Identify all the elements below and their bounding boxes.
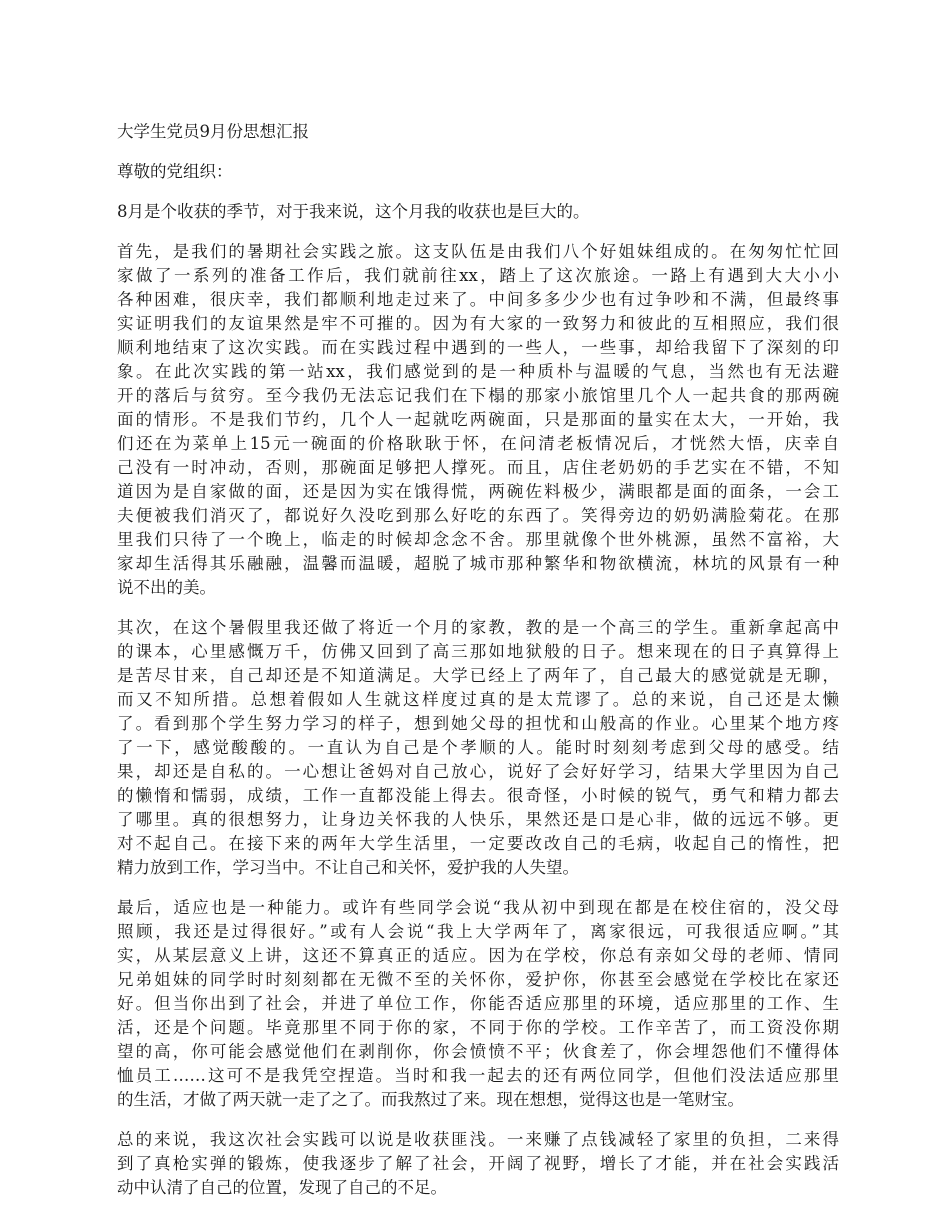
body-paragraph	[117, 1128, 839, 1200]
paragraph-line: 是苦尽甘来，自己却还是不知道满足。大学已经上了两年了，自己最大的感觉就是无聊，	[117, 666, 839, 685]
paragraph-line: 面的情形。不是我们节约，几个人一起就吃两碗面，只是那面的量实在太大，一开始，我	[117, 410, 839, 429]
paragraph-line: 的生活，才做了两天就一走了之了。而我熬过了来。现在想想，觉得这也是一笔财宝。	[117, 1090, 744, 1109]
paragraph-line: 实，从某层意义上讲，这还不算真正的适应。因为在学校，你总有亲如父母的老师、情同	[117, 946, 839, 965]
paragraph-line: 活，还是个问题。毕竟那里不同于你的家，不同于你的学校。工作辛苦了，而工资没你期	[117, 1018, 839, 1037]
body-paragraph	[117, 896, 839, 1112]
paragraph-line: 望的高，你可能会感觉他们在剥削你，你会愤愤不平；伙食差了，你会埋怨他们不懂得体	[117, 1042, 839, 1061]
paragraph-line: 了一下，感觉酸酸的。一直认为自己是个孝顺的人。能时时刻刻考虑到父母的感受。结	[117, 738, 839, 757]
paragraph-line: 们还在为菜单上15元一碗面的价格耿耿于怀，在问清老板情况后，才恍然大悟，庆幸自	[117, 434, 839, 453]
paragraph-line: 象。在此次实践的第一站xx，我们感觉到的是一种质朴与温暖的气息，当然也有无法避	[117, 362, 839, 381]
paragraph-line: 了哪里。真的很想努力，让身边关怀我的人快乐，果然还是口是心非，做的远远不够。更	[117, 810, 839, 829]
paragraph-line: 最后，适应也是一种能力。或许有些同学会说“我从初中到现在都是在校住宿的，没父母	[117, 898, 839, 917]
paragraph-line: 夫便被我们消灭了，都说好久没吃到那么好吃的东西了。笑得旁边的奶奶满脸菊花。在那	[117, 506, 839, 525]
paragraph-line: 对不起自己。在接下来的两年大学生活里，一定要改改自己的毛病，收起自己的惰性，把	[117, 834, 839, 853]
paragraph-line: 开的落后与贫穷。至今我仍无法忘记我们在下榻的那家小旅馆里几个人一起共食的那两碗	[117, 386, 839, 405]
paragraph-line: 里我们只待了一个晚上，临走的时候却念念不舍。那里就像个世外桃源，虽然不富裕，大	[117, 530, 839, 549]
paragraph-line: 己没有一时冲动，否则，那碗面足够把人撑死。而且，店住老奶奶的手艺实在不错，不知	[117, 458, 839, 477]
paragraph-line: 到了真枪实弹的锻炼，使我逐步了解了社会，开阔了视野，增长了才能，并在社会实践活	[117, 1154, 839, 1173]
paragraph-line: 总的来说，我这次社会实践可以说是收获匪浅。一来赚了点钱减轻了家里的负担，二来得	[117, 1130, 839, 1149]
paragraph-line: 动中认清了自己的位置，发现了自己的不足。	[117, 1178, 447, 1197]
document-page	[117, 120, 839, 1216]
paragraph-line: 精力放到工作，学习当中。不让自己和关怀，爱护我的人失望。	[117, 858, 579, 877]
body-paragraph	[117, 240, 839, 600]
body-paragraph	[117, 616, 839, 880]
paragraph-line: 果，却还是自私的。一心想让爸妈对自己放心，说好了会好好学习，结果大学里因为自己	[117, 762, 839, 781]
salutation: 尊敬的党组织：	[117, 162, 233, 181]
paragraph-line: 家做了一系列的准备工作后，我们就前往xx，踏上了这次旅途。一路上有遇到大大小小	[117, 266, 839, 285]
paragraph-line: 顺利地结束了这次实践。而在实践过程中遇到的一些人，一些事，却给我留下了深刻的印	[117, 338, 839, 357]
document-title: 大学生党员9月份思想汇报	[117, 122, 309, 141]
paragraph-line: 首先，是我们的暑期社会实践之旅。这支队伍是由我们八个好姐妹组成的。在匆匆忙忙回	[117, 242, 839, 261]
paragraph-line: 了。看到那个学生努力学习的样子，想到她父母的担忧和山般高的作业。心里某个地方疼	[117, 714, 839, 733]
paragraph-line: 实证明我们的友谊果然是牢不可摧的。因为有大家的一致努力和彼此的互相照应，我们很	[117, 314, 839, 333]
paragraph-line: 照顾，我还是过得很好。”或有人会说“我上大学两年了，离家很远，可我很适应啊。”其	[117, 922, 839, 941]
paragraph-line: 的课本，心里感慨万千，仿佛又回到了高三那如地狱般的日子。想来现在的日子真算得上	[117, 642, 839, 661]
paragraph-line: 其次，在这个暑假里我还做了将近一个月的家教，教的是一个高三的学生。重新拿起高中	[117, 618, 839, 637]
paragraph-line: 说不出的美。	[117, 578, 216, 597]
paragraph-line: 好。但当你出到了社会，并进了单位工作，你能否适应那里的环境，适应那里的工作、生	[117, 994, 839, 1013]
paragraph-line: 各种困难，很庆幸，我们都顺利地走过来了。中间多多少少也有过争吵和不满，但最终事	[117, 290, 839, 309]
paragraph-line: 兄弟姐妹的同学时时刻刻都在无微不至的关怀你，爱护你，你甚至会感觉在学校比在家还	[117, 970, 839, 989]
paragraph-line: 而又不知所措。总想着假如人生就这样度过真的是太荒谬了。总的来说，自己还是太懒	[117, 690, 839, 709]
paragraph-line: 恤员工……这可不是我凭空捏造。当时和我一起去的还有两位同学，但他们没法适应那里	[117, 1066, 839, 1085]
paragraph-line: 家却生活得其乐融融，温馨而温暖，超脱了城市那种繁华和物欲横流，林坑的风景有一种	[117, 554, 839, 573]
paragraph-line: 的懒惰和懦弱，成绩，工作一直都没能上得去。很奇怪，小时候的锐气，勇气和精力都去	[117, 786, 839, 805]
body-paragraphs	[117, 240, 839, 1200]
intro-paragraph: 8月是个收获的季节，对于我来说，这个月我的收获也是巨大的。	[117, 202, 590, 221]
paragraph-line: 道因为是自家做的面，还是因为实在饿得慌，两碗佐料极少，满眼都是面的面条，一会工	[117, 482, 839, 501]
